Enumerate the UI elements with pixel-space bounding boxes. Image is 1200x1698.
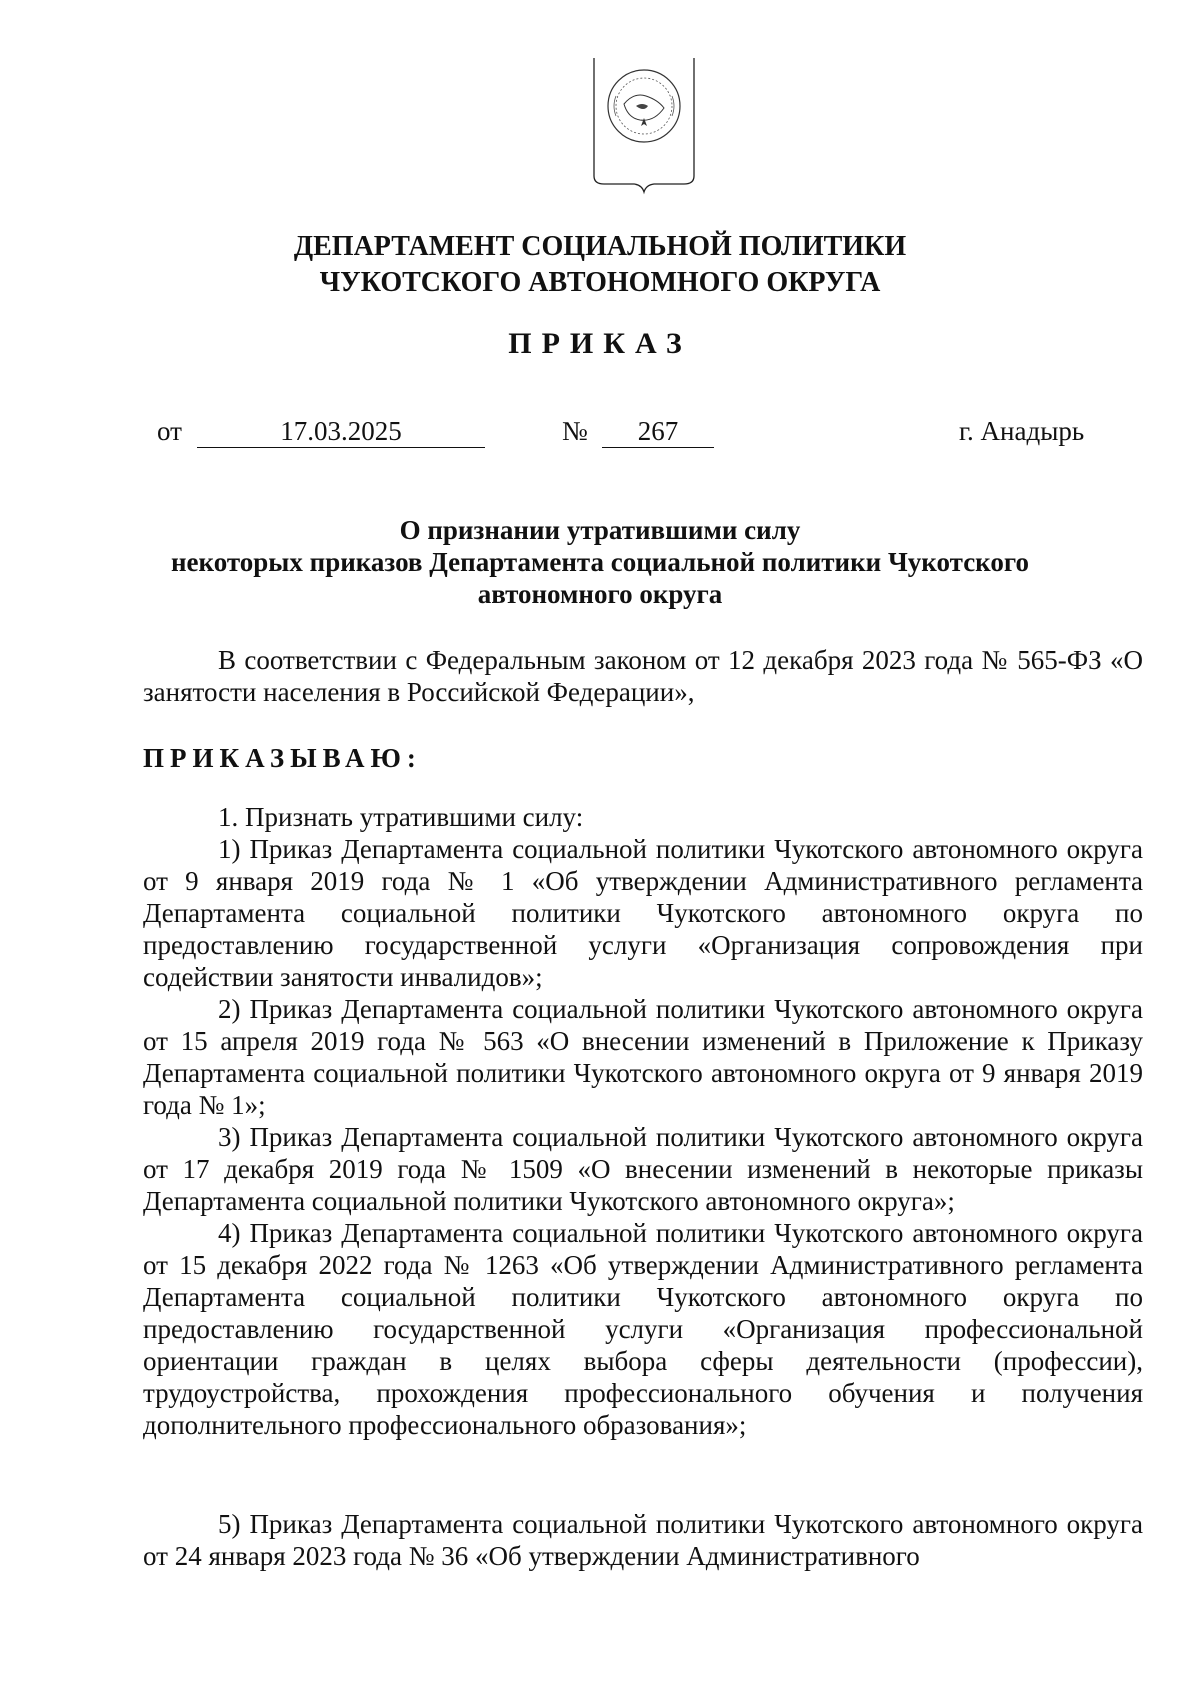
order-item-3: 3) Приказ Департамента социальной политики Чукотского автономного округа от 17 декабря 2019 года № 1509 «О внесении изменений в некоторые приказы Департамента социальной политики Чукотского автономного округа»; — [143, 1122, 1143, 1216]
order-items-continued — [143, 1508, 1143, 1572]
preamble-text: В соответствии с Федеральным законом от 12 декабря 2023 года № 565-ФЗ «О занятости населения в Российской Федерации», — [143, 645, 1143, 707]
order-item-intro: 1. Признать утратившими силу: — [218, 802, 584, 832]
order-number: 267 — [602, 416, 714, 448]
number-label: № — [562, 416, 588, 446]
date-number-line — [0, 416, 1200, 456]
order-item-2: 2) Приказ Департамента социальной политики Чукотского автономного округа от 15 апреля 2019 года № 563 «О внесении изменений в Приложение к Приказу Департамента социальной политики Чукотского автономного округа от 9 января 2019 года № 1»; — [143, 994, 1143, 1120]
order-date: 17.03.2025 — [197, 416, 485, 448]
order-item-4: 4) Приказ Департамента социальной политики Чукотского автономного округа от 15 декабря 2022 года № 1263 «Об утверждении Административного регламента Департамента социальной политики Чукотского автономного округа по предоставлению государственной услуги «Организация профессиональной ориентации граждан в целях выбора сферы деятельности (профессии), трудоустройства, прохождения профессионального обучения и получения дополнительного профессионального образования»; — [143, 1218, 1143, 1440]
order-item-1: 1) Приказ Департамента социальной политики Чукотского автономного округа от 9 января 2019 года № 1 «Об утверждении Административного регламента Департамента социальной политики Чукотского автономного округа по предоставлению государственной услуги «Организация сопровождения при содействии занятости инвалидов»; — [143, 834, 1143, 992]
department-name-line-1: ДЕПАРТАМЕНТ СОЦИАЛЬНОЙ ПОЛИТИКИ — [293, 231, 907, 262]
subject-line-2: некоторых приказов Департамента социальной политики Чукотского — [171, 547, 1029, 577]
city-name: г. Анадырь — [959, 416, 1085, 446]
subject-line-1: О признании утратившими силу — [399, 515, 801, 545]
coat-of-arms-emblem — [584, 56, 704, 206]
date-from-label: от — [157, 416, 182, 446]
document-subject — [120, 514, 1080, 610]
document-title: ПРИКАЗ — [508, 327, 692, 360]
order-item-5: 5) Приказ Департамента социальной политики Чукотского автономного округа от 24 января 2023 года № 36 «Об утверждении Административного — [143, 1509, 1143, 1571]
department-header — [0, 229, 1200, 301]
department-name-line-2: ЧУКОТСКОГО АВТОНОМНОГО ОКРУГА — [319, 267, 881, 298]
subject-line-3: автономного округа — [477, 579, 723, 609]
preamble — [143, 644, 1143, 708]
order-word: ПРИКАЗЫВАЮ: — [143, 743, 422, 773]
order-items — [143, 801, 1143, 1441]
